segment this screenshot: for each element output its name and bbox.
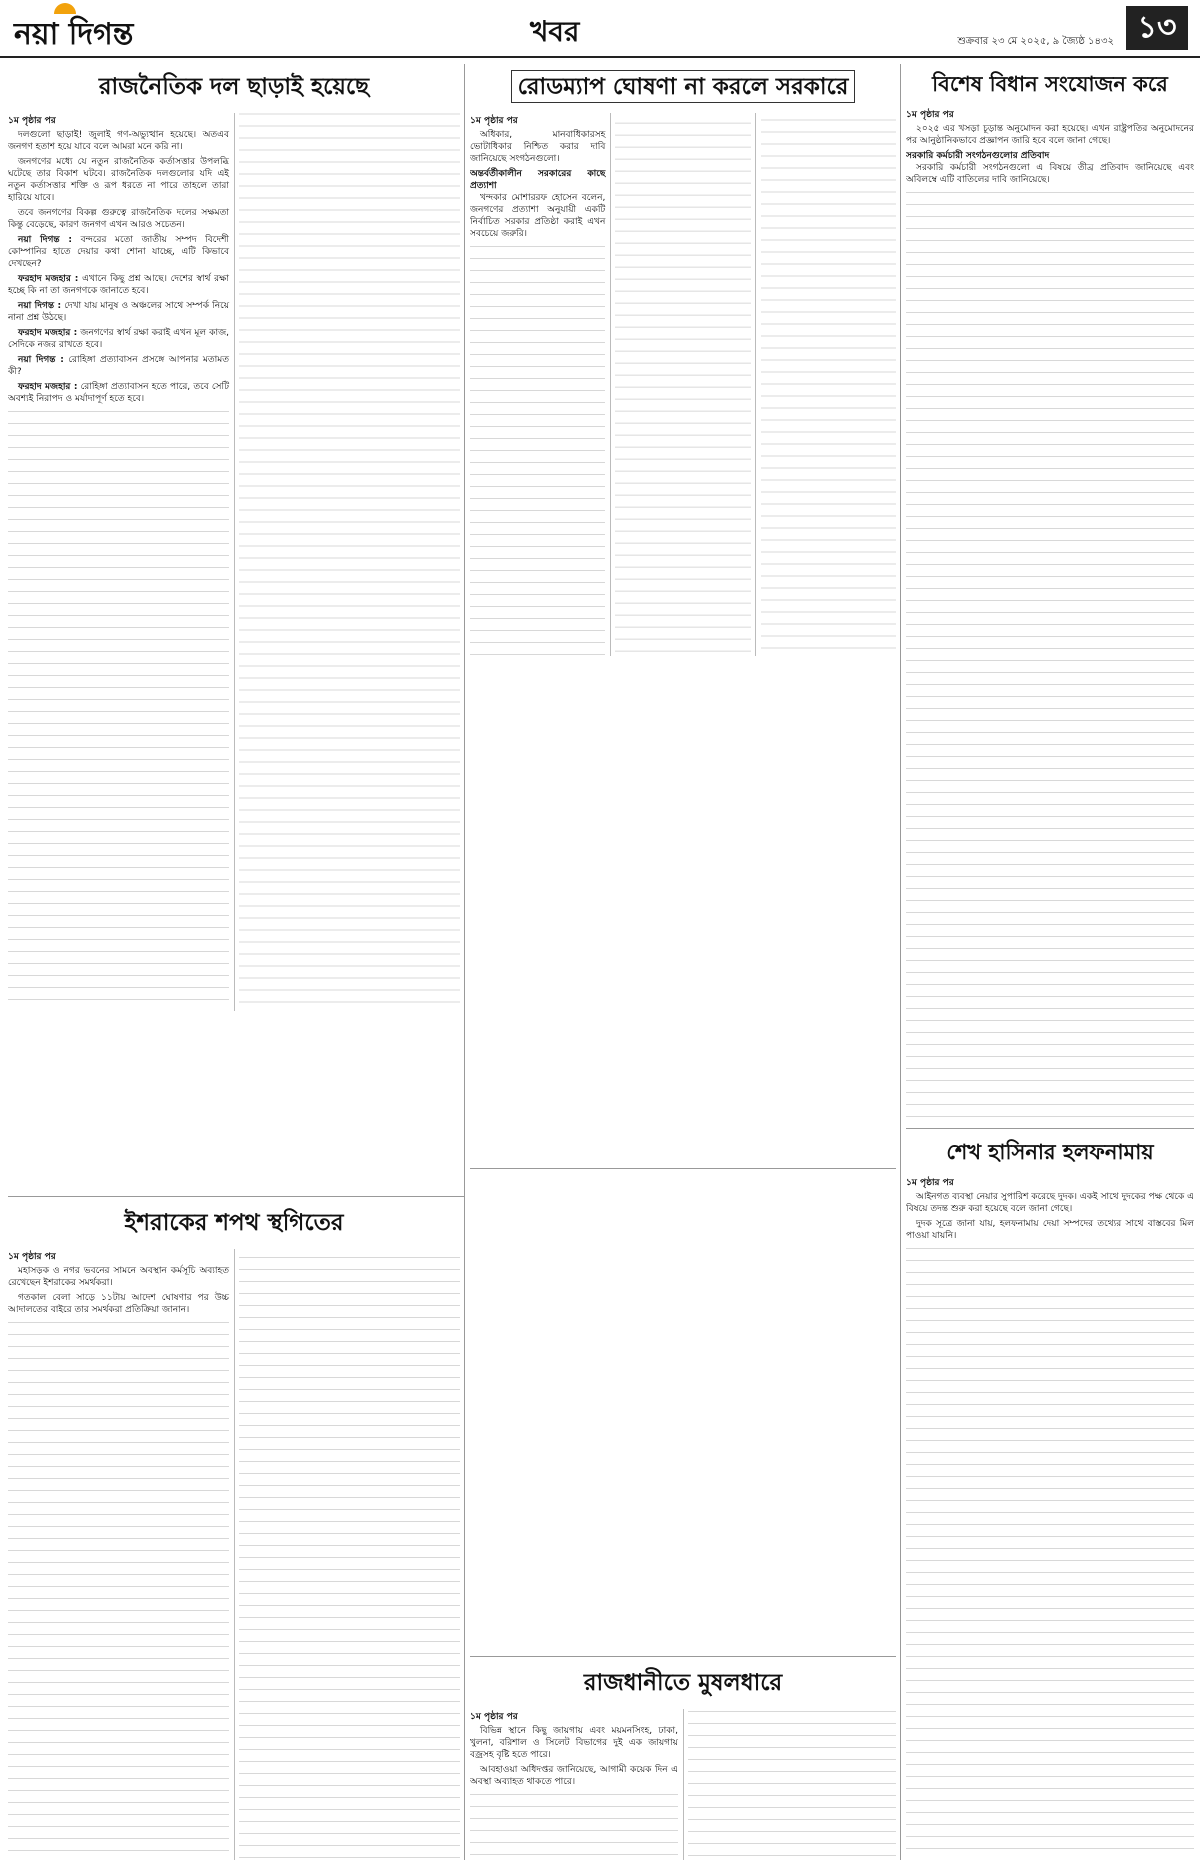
- subheading: সরকারি কর্মচারী সংগঠনগুলোর প্রতিবাদ: [906, 151, 1050, 161]
- qa-item: [8, 234, 229, 270]
- body-ishraq: [8, 1249, 460, 1860]
- qa-text: বন্দরের মতো জাতীয় সম্পদ বিদেশী কোম্পানির হাতে দেয়ার কথা শোনা যাচ্ছে, এটি কিভাবে দেখছেন?: [8, 235, 229, 269]
- qa-item: [8, 300, 229, 324]
- qa-text: রোহিঙ্গা প্রত্যাবাসন প্রসঙ্গে আপনার মতামত কী?: [8, 355, 229, 377]
- body-oath: [906, 1177, 1194, 1860]
- qa-speaker: নয়া দিগন্ত :: [18, 235, 73, 245]
- body-special: [906, 109, 1194, 1124]
- body-rain: [470, 1709, 896, 1860]
- headline-oath: শেখ হাসিনার হলফনামায়: [946, 1139, 1154, 1164]
- headline-politics: রাজনৈতিক দল ছাড়াই হয়েছে: [98, 73, 370, 100]
- masthead: [0, 0, 1200, 58]
- continued-label: ১ম পৃষ্ঠার পর: [906, 110, 954, 120]
- continued-label: ১ম পৃষ্ঠার পর: [470, 116, 518, 126]
- paragraph: খন্দকার মোশাররফ হোসেন বলেন, জনগণের প্রত্যাশা অনুযায়ী একটি নির্বাচিত সরকার প্রতিষ্ঠা করাই এখন সবচেয়ে জরুরি।: [470, 193, 606, 239]
- subheading: অন্তর্বর্তীকালীন সরকারের কাছে প্রত্যাশা: [470, 169, 606, 191]
- qa-text: রোহিঙ্গা প্রত্যাবাসন হতে পারে, তবে সেটি অবশ্যই নিরাপদ ও মর্যাদাপূর্ণ হতে হবে।: [8, 382, 229, 404]
- article-roadmap: [470, 64, 896, 1164]
- qa-speaker: নয়া দিগন্ত :: [18, 301, 62, 311]
- logo-text: নয়া দিগন্ত: [14, 17, 134, 52]
- article-special: [906, 64, 1194, 1124]
- continued-label: ১ম পৃষ্ঠার পর: [470, 1712, 518, 1722]
- paragraph: তবে জনগণের বিকল্প গুরুত্বে রাজনৈতিক দলের সক্ষমতা কিন্তু বেড়েছে, কারণ জনগণ এখন আরও সচেতন।: [8, 208, 229, 230]
- qa-item: [8, 381, 229, 405]
- paragraph: ২০২৫ এর খসড়া চূড়ান্ত অনুমোদন করা হয়েছে। এখন রাষ্ট্রপতির অনুমোদনের পর আনুষ্ঠানিকভাবে প্রজ্ঞাপন জারি হবে বলে জানা গেছে।: [906, 124, 1194, 146]
- article-divider: [470, 1168, 896, 1169]
- qa-speaker: ফরহাদ মজহার :: [18, 274, 79, 284]
- paragraph: দুদক সূত্রে জানা যায়, হলফনামায় দেয়া সম্পদের তথ্যের সাথে বাস্তবের মিল পাওয়া যায়নি।: [906, 1219, 1194, 1241]
- article-politics: [8, 64, 460, 1192]
- page-number: ১৩: [1126, 6, 1188, 50]
- column-divider: [464, 64, 465, 1860]
- headline-roadmap: [470, 68, 896, 107]
- qa-item: [8, 327, 229, 351]
- paragraph: গতকাল বেলা সাড়ে ১১টায় আদেশ ঘোষণার পর উচ্চ আদালতের বাইরে তার সমর্থকরা প্রতিক্রিয়া জানান।: [8, 1293, 229, 1315]
- qa-speaker: ফরহাদ মজহার :: [18, 382, 78, 392]
- article-rain: [470, 1660, 896, 1860]
- qa-speaker: নয়া দিগন্ত :: [18, 355, 64, 365]
- qa-item: [8, 273, 229, 297]
- article-ishraq: [8, 1200, 460, 1860]
- qa-text: দেখা যায় মানুষ ও অঞ্চলের সাথে সম্পর্ক নিয়ে নানা প্রশ্ন উঠছে।: [8, 301, 229, 323]
- body-politics: [8, 113, 460, 1011]
- headline-rain: রাজধানীতে মুষলধারে: [583, 1669, 783, 1696]
- paragraph: সরকারি কর্মচারী সংগঠনগুলো এ বিষয়ে তীব্র প্রতিবাদ জানিয়েছে এবং অবিলম্বে এটি বাতিলের দাবি জানিয়েছে।: [906, 163, 1194, 185]
- section-title: খবর: [530, 15, 580, 48]
- paragraph: অধিকার, মানবাধিকারসহ ভোটাধিকার নিশ্চিত করার দাবি জানিয়েছে সংগঠনগুলো।: [470, 130, 606, 164]
- paragraph: বিভিন্ন স্থানে কিছু জায়গায় এবং ময়মনসিংহ, ঢাকা, খুলনা, বরিশাল ও সিলেট বিভাগের দুই এক জায়গায় বজ্রসহ বৃষ্টি হতে পারে।: [470, 1726, 678, 1760]
- sun-logo-icon: [54, 3, 76, 14]
- newspaper-logo[interactable]: [14, 10, 133, 61]
- column-divider: [900, 64, 901, 1860]
- issue-date: শুক্রবার ২৩ মে ২০২৫, ৯ জ্যৈষ্ঠ ১৪৩২: [957, 36, 1114, 47]
- article-oath: [906, 1132, 1194, 1860]
- qa-item: [8, 354, 229, 378]
- qa-text: জনগণের স্বার্থ রক্ষা করাই এখন মূল কাজ, সেদিকে নজর রাখতে হবে।: [8, 328, 229, 350]
- text-lines: [906, 189, 1194, 1124]
- text-lines: [8, 1249, 460, 1860]
- body-roadmap: [470, 113, 896, 656]
- paragraph: মহাসড়ক ও নগর ভবনের সামনে অবস্থান কর্মসূচি অব্যাহত রেখেছেন ইশরাকের সমর্থকরা।: [8, 1266, 229, 1288]
- article-divider: [470, 1656, 896, 1657]
- qa-text: এখানে কিছু প্রশ্ন আছে। দেশের স্বার্থ রক্ষা হচ্ছে কি না তা জনগণকে জানাতে হবে।: [8, 274, 229, 296]
- article-divider: [8, 1196, 464, 1197]
- paragraph: দলগুলো ছাড়াই! জুলাই গণ-অভ্যুত্থান হয়েছে। অতএব জনগণ হতাশ হয়ে যাবে বলে আমরা মনে করি না।: [8, 130, 229, 152]
- headline-ishraq: ইশরাকের শপথ স্থগিতের: [124, 1209, 344, 1236]
- text-lines: [906, 1245, 1194, 1860]
- paragraph: জনগণের মধ্যে যে নতুন রাজনৈতিক কর্তাসত্তার উপলব্ধি ঘটেছে তার বিকাশ ঘটবে। রাজনৈতিক দলগুলোর যদি এই নতুন কর্তাসত্তার শক্তি ও রূপ ধরতে না পারে তাহলে তারা হারিয়ে যাবে।: [8, 157, 229, 203]
- article-divider: [906, 1128, 1194, 1129]
- qa-speaker: ফরহাদ মজহার :: [18, 328, 78, 338]
- paragraph: আইনগত ব্যবস্থা নেয়ার সুপারিশ করেছে দুদক। একই সাথে দুদকের পক্ষ থেকে এ বিষয়ে তদন্ত শুরু করা হয়েছে বলে জানা গেছে।: [906, 1192, 1194, 1214]
- headline-text: রোডম্যাপ ঘোষণা না করলে সরকারে: [511, 70, 856, 103]
- paragraph: আবহাওয়া অধিদপ্তর জানিয়েছে, আগামী কয়েক দিন এ অবস্থা অব্যাহত থাকতে পারে।: [470, 1765, 678, 1787]
- continued-label: ১ম পৃষ্ঠার পর: [8, 116, 56, 126]
- continued-label: ১ম পৃষ্ঠার পর: [906, 1178, 954, 1188]
- headline-special: বিশেষ বিধান সংযোজন করে: [932, 71, 1168, 96]
- continued-label: ১ম পৃষ্ঠার পর: [8, 1252, 56, 1262]
